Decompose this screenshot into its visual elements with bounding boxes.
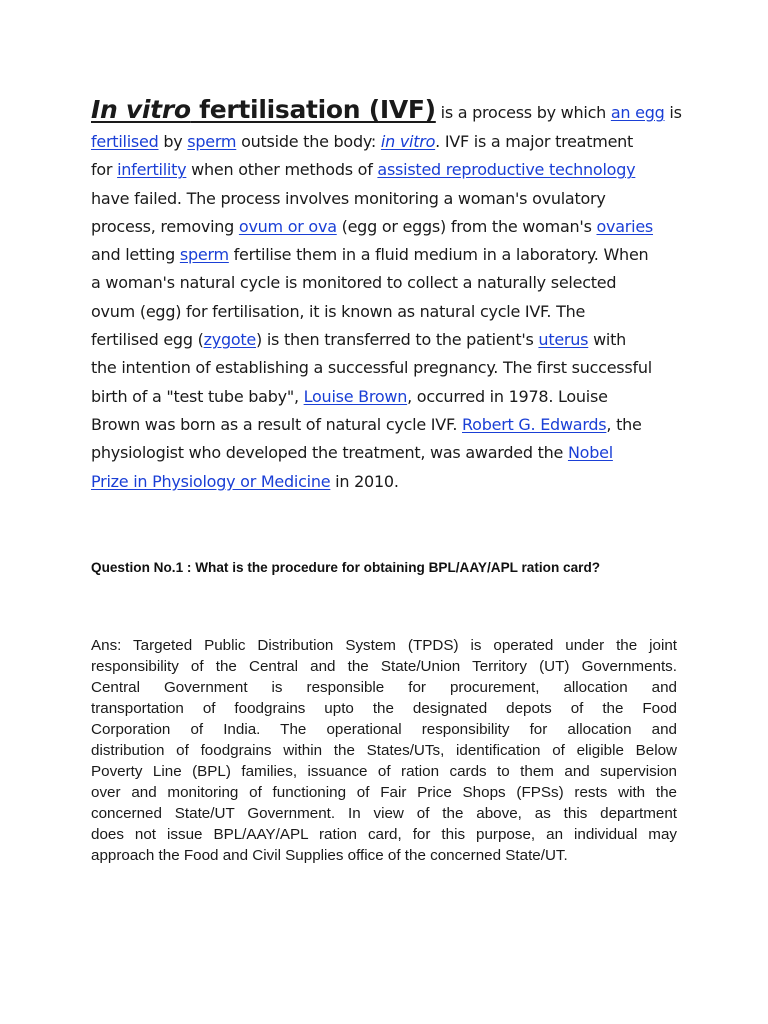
answer-line: Ans: Targeted Public Distribution System (TPDS) is operated under the joint [91, 637, 677, 654]
text-run: . IVF is a major treatment [435, 132, 634, 151]
ivf-paragraph [91, 92, 681, 496]
ivf-line [91, 185, 681, 213]
question-heading: Question No.1 : What is the procedure for obtaining BPL/AAY/APL ration card? [91, 560, 601, 575]
ivf-line [91, 354, 681, 382]
wiki-link[interactable]: Nobel [567, 443, 613, 463]
ivf-line [91, 383, 681, 411]
wiki-link[interactable]: infertility [117, 160, 187, 180]
article-title-italic: In vitro [91, 95, 191, 124]
text-run: physiologist who developed the treatment, was awarded the [91, 443, 568, 463]
text-run: a woman's natural cycle is monitored to collect a naturally selected [91, 273, 617, 293]
answer-paragraph [91, 635, 677, 866]
wiki-link[interactable]: assisted reproductive technology [377, 160, 636, 180]
wiki-link[interactable]: zygote [203, 330, 257, 350]
text-run: outside the body: [236, 132, 381, 151]
wiki-link[interactable]: an egg [610, 103, 665, 122]
text-run: process, removing [91, 216, 239, 236]
text-run: and letting [91, 245, 180, 265]
ivf-line [91, 269, 681, 297]
text-run: ovum (egg) for fertilisation, it is known as natural cycle IVF. The [91, 301, 586, 321]
wiki-link[interactable]: sperm [187, 132, 237, 151]
text-run: is [664, 103, 682, 122]
text-run: birth of a "test tube baby", [91, 386, 304, 406]
answer-line: approach the Food and Civil Supplies office of the concerned State/UT. [91, 847, 568, 864]
text-run: , the [606, 414, 642, 434]
ivf-line [91, 156, 681, 184]
text-run: , occurred in 1978. Louise [407, 386, 608, 406]
wiki-link[interactable]: ovum or ova [238, 216, 337, 236]
ivf-line [91, 213, 681, 241]
text-run: (egg or eggs) from the woman's [336, 216, 597, 236]
ivf-line [91, 468, 681, 496]
text-run: the intention of establishing a successful pregnancy. The first successful [91, 358, 652, 378]
wiki-link[interactable]: Louise Brown [303, 386, 408, 406]
text-run: with [588, 330, 627, 350]
ivf-line [91, 411, 681, 439]
ivf-line [91, 241, 681, 269]
text-run: in 2010. [330, 471, 399, 491]
answer-line: concerned State/UT Government. In view of the above, as this department [91, 805, 677, 822]
text-run: have failed. The process involves monitoring a woman's ovulatory [91, 188, 606, 208]
answer-line: responsibility of the Central and the State/Union Territory (UT) Governments. [91, 658, 677, 675]
wiki-link[interactable]: Prize in Physiology or Medicine [91, 471, 331, 491]
text-run: fertilise them in a fluid medium in a laboratory. When [228, 245, 649, 265]
wiki-link[interactable]: uterus [538, 330, 589, 350]
wiki-link[interactable]: fertilised [91, 132, 159, 151]
article-title [91, 95, 436, 124]
ivf-line [91, 298, 681, 326]
answer-line: transportation of foodgrains upto the designated depots of the Food [91, 700, 677, 717]
answer-line: distribution of foodgrains within the States/UTs, identification of eligible Below [91, 742, 677, 759]
text-run: fertilised egg ( [91, 330, 204, 350]
ivf-line [91, 92, 681, 128]
article-title-rest: fertilisation (IVF) [190, 95, 436, 124]
text-run: Brown was born as a result of natural cycle IVF. [91, 414, 462, 434]
wiki-link[interactable]: in vitro [380, 132, 436, 151]
text-run: when other methods of [186, 160, 378, 180]
text-run: by [158, 132, 188, 151]
text-run: ) is then transferred to the patient's [256, 330, 539, 350]
answer-line: Corporation of India. The operational responsibility for allocation and [91, 721, 677, 738]
wiki-link[interactable]: sperm [179, 245, 229, 265]
answer-line: over and monitoring of functioning of Fair Price Shops (FPSs) rests with the [91, 784, 677, 801]
ivf-line [91, 326, 681, 354]
text-run: is a process by which [435, 103, 611, 122]
text-run: for [91, 160, 118, 180]
wiki-link[interactable]: Robert G. Edwards [462, 414, 607, 434]
wiki-link[interactable]: ovaries [596, 216, 653, 236]
answer-line: Poverty Line (BPL) families, issuance of ration cards to them and supervision [91, 763, 677, 780]
answer-line: does not issue BPL/AAY/APL ration card, for this purpose, an individual may [91, 826, 677, 843]
answer-line: Central Government is responsible for procurement, allocation and [91, 679, 677, 696]
ivf-line [91, 439, 681, 467]
ivf-line [91, 128, 681, 156]
